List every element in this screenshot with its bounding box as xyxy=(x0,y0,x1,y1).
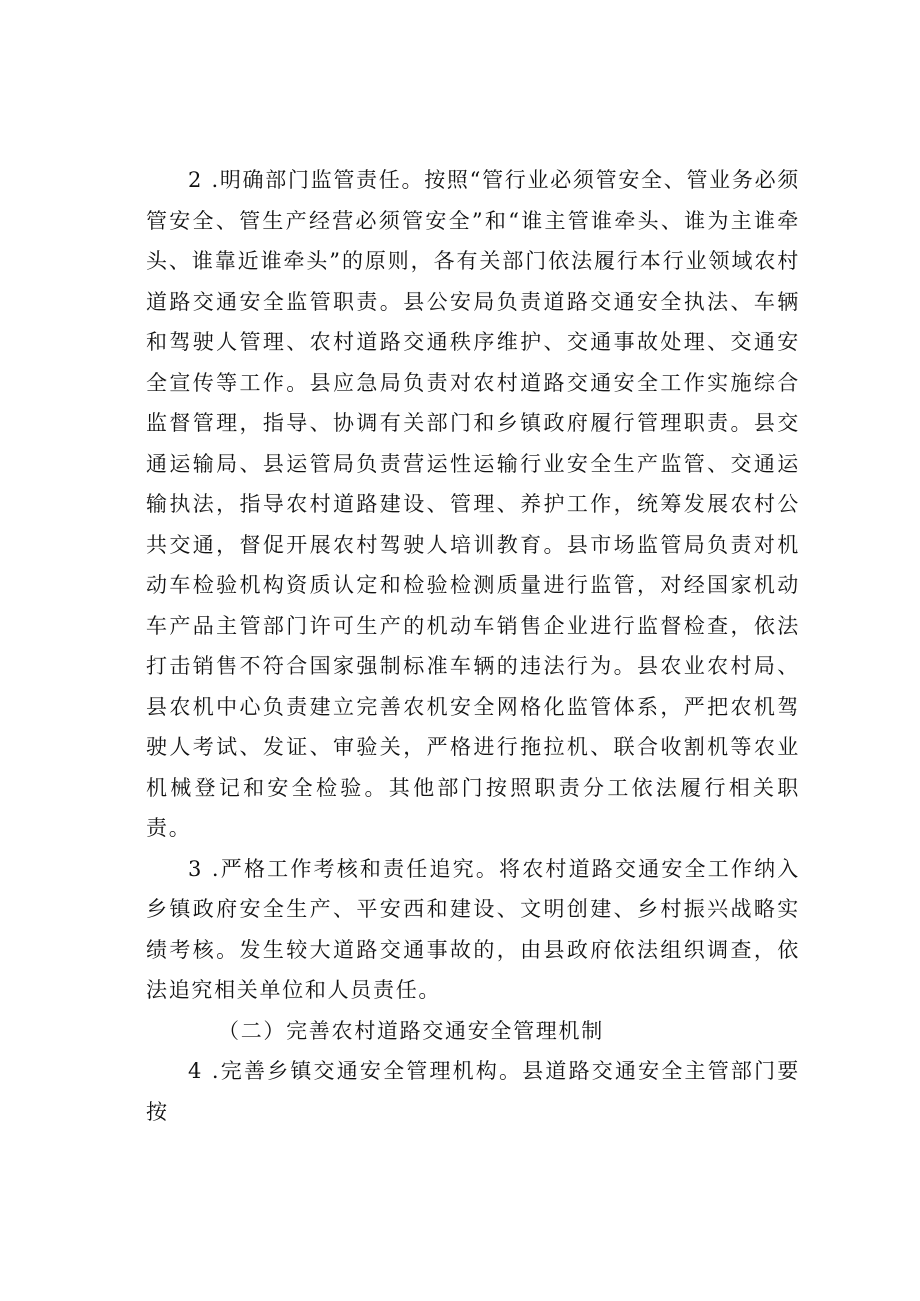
paragraph-3: 3 .严格工作考核和责任追究。将农村道路交通安全工作纳入乡镇政府安全生产、平安西和建设、文明创建、乡村振兴战略实绩考核。发生较大道路交通事故的，由县政府依法组织调查，依法追究相关单位和人员责任。 xyxy=(146,856,800,1002)
paragraph-4: 4 .完善乡镇交通安全管理机构。县道路交通安全主管部门要按 xyxy=(146,1059,800,1124)
document-body xyxy=(146,160,800,1132)
paragraph-2: 2 .明确部门监管责任。按照“管行业必须管安全、管业务必须管安全、管生产经营必须管安全”和“谁主管谁牵头、谁为主谁牵头、谁靠近谁牵头”的原则，各有关部门依法履行本行业领域农村道路交通安全监管职责。县公安局负责道路交通安全执法、车辆和驾驶人管理、农村道路交通秩序维护、交通事故处理、交通安全宣传等工作。县应急局负责对农村道路交通安全工作实施综合监督管理，指导、协调有关部门和乡镇政府履行管理职责。县交通运输局、县运管局负责营运性运输行业安全生产监管、交通运输执法，指导农村道路建设、管理、养护工作，统筹发展农村公共交通，督促开展农村驾驶人培训教育。县市场监管局负责对机动车检验机构资质认定和检验检测质量进行监管，对经国家机动车产品主管部门许可生产的机动车销售企业进行监督检查，依法打击销售不符合国家强制标准车辆的违法行为。县农业农村局、县农机中心负责建立完善农机安全网格化监管体系，严把农机驾驶人考试、发证、审验关，严格进行拖拉机、联合收割机等农业机械登记和安全检验。其他部门按照职责分工依法履行相关职责。 xyxy=(146,168,800,840)
section-heading: （二）完善农村道路交通安全管理机制 xyxy=(218,1018,604,1043)
